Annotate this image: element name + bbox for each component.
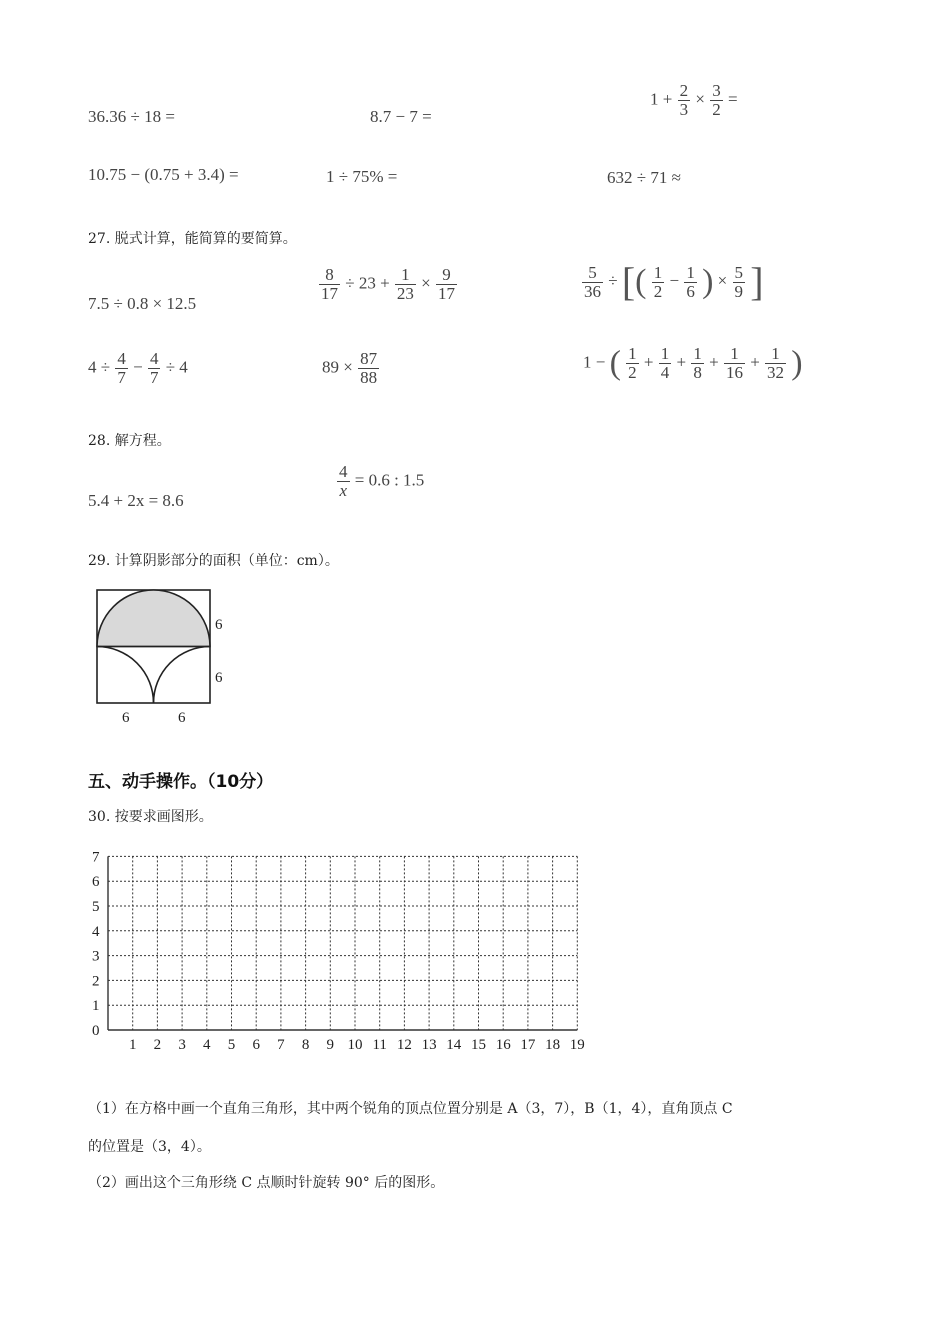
q27-expr5	[322, 350, 380, 387]
section-heading: 五、动手操作。（10分）	[88, 772, 274, 792]
operator: −	[669, 270, 680, 290]
fraction: $\frac{1}{16}$	[725, 344, 743, 382]
grid-y-label: 1	[92, 998, 100, 1015]
operator: +	[709, 352, 719, 372]
grid-x-label: 11	[372, 1037, 387, 1053]
expr-text: 89 ×	[322, 357, 353, 377]
fraction: $\frac{5}{9}$	[734, 262, 744, 301]
grid-y-label: 7	[92, 849, 100, 866]
grid-x-label: 1	[128, 1037, 137, 1053]
operator: −	[133, 357, 143, 377]
q28-title: 28. 解方程。	[88, 433, 171, 449]
expr-text: ÷ 4	[165, 357, 188, 377]
shaded-semicircle	[97, 590, 210, 647]
oral-r1c2: 8.7 − 7 =	[370, 107, 432, 126]
operator: +	[750, 352, 760, 372]
fraction: $\frac{4}{7}$	[149, 349, 159, 387]
left-quarter-arc	[97, 647, 154, 704]
grid-x-label: 3	[178, 1037, 186, 1053]
operator: ×	[717, 270, 728, 290]
grid-x-label: 12	[396, 1037, 412, 1053]
shaded-area-figure	[88, 585, 238, 730]
expr-text: ÷ 23 +	[345, 273, 390, 293]
operator: ×	[695, 89, 705, 109]
grid-x-label: 10	[347, 1037, 363, 1053]
q30-title: 30. 按要求画图形。	[88, 809, 213, 825]
left-paren: (	[635, 263, 647, 300]
grid-x-label: 2	[153, 1037, 162, 1053]
fraction: $\frac{1}{2}$	[628, 344, 637, 382]
grid-y-label: 5	[92, 899, 100, 915]
fraction: $\frac{5}{36}$	[584, 262, 601, 301]
oral-r1c1: 36.36 ÷ 18 =	[88, 107, 175, 126]
fraction: $\frac{1}{2}$	[653, 262, 663, 301]
fraction: $\frac{4}{7}$	[117, 349, 126, 387]
grid-x-label: 9	[326, 1037, 335, 1053]
grid-x-label: 5	[227, 1037, 236, 1053]
q28-eq2	[336, 463, 424, 500]
fraction: $\frac{1}{6}$	[686, 262, 695, 301]
grid-y-label: 0	[92, 1023, 100, 1039]
right-quarter-arc	[154, 647, 211, 704]
fraction: $\frac{4}{x}$	[339, 462, 348, 500]
expr-text: 4 ÷	[88, 357, 111, 377]
equals: =	[727, 89, 738, 109]
operator: ×	[421, 273, 431, 293]
grid-x-label: 14	[446, 1037, 462, 1053]
q27-expr2	[318, 266, 458, 303]
fraction: $\frac{1}{4}$	[660, 344, 670, 382]
oral-r1c3	[650, 82, 738, 119]
q30-part2: （2）画出这个三角形绕 C 点顺时针旋转 90° 后的图形。	[88, 1175, 445, 1191]
operator: +	[676, 352, 687, 372]
fraction: $\frac{8}{17}$	[321, 265, 338, 303]
q27-expr3	[581, 259, 764, 304]
grid-x-label: 16	[495, 1037, 511, 1053]
grid-x-label: 6	[252, 1037, 260, 1053]
operator: ÷	[608, 270, 618, 290]
grid-y-label: 4	[92, 923, 100, 940]
q28-eq1: 5.4 + 2x = 8.6	[88, 491, 184, 510]
fraction: $\frac{9}{17}$	[438, 265, 456, 303]
q27-expr1: 7.5 ÷ 0.8 × 12.5	[88, 294, 197, 313]
label-right-top: 6	[215, 617, 223, 633]
grid-x-label: 8	[301, 1037, 310, 1053]
grid-x-label: 13	[421, 1037, 437, 1053]
oral-r2c2: 1 ÷ 75% =	[326, 167, 398, 186]
oral-r2c1: 10.75 − (0.75 + 3.4) =	[88, 165, 239, 184]
right-bracket: ]	[750, 259, 764, 304]
grid-x-label: 18	[545, 1037, 561, 1053]
left-bracket: [	[621, 259, 636, 304]
operator: +	[643, 352, 654, 372]
oral-r2c3: 632 ÷ 71 ≈	[607, 168, 681, 187]
q30-part1-line2: 的位置是（3，4）。	[88, 1139, 211, 1155]
q27-expr6	[583, 345, 803, 382]
expr-text: 1 −	[583, 352, 606, 372]
label-right-bottom: 6	[215, 670, 223, 686]
expr-text: = 0.6 : 1.5	[354, 470, 425, 490]
q30-part1-line1: （1）在方格中画一个直角三角形，其中两个锐角的顶点位置分别是 A（3，7），B（1，4），直角顶点 C	[88, 1101, 733, 1117]
grid-x-label: 17	[520, 1037, 536, 1053]
left-paren: (	[609, 344, 621, 382]
right-paren: )	[791, 344, 803, 382]
fraction: $\frac{87}{88}$	[360, 349, 378, 387]
fraction: $\frac{1}{23}$	[396, 265, 414, 303]
grid-x-label: 7	[277, 1037, 285, 1053]
fraction: $\frac{3}{2}$	[712, 81, 721, 119]
grid-y-label: 3	[92, 948, 100, 965]
coordinate-grid	[86, 843, 596, 1058]
right-paren: )	[702, 263, 714, 300]
grid-y-label: 2	[92, 973, 100, 990]
oral-r1c3-lead: 1 +	[650, 89, 673, 109]
q27-expr4	[88, 350, 188, 387]
grid-x-label: 19	[569, 1037, 585, 1053]
grid-x-label: 4	[203, 1037, 211, 1053]
grid-x-label: 15	[471, 1037, 486, 1053]
label-bottom-left: 6	[122, 710, 130, 726]
fraction: $\frac{2}{3}$	[679, 81, 689, 119]
q29-title: 29. 计算阴影部分的面积（单位：cm）。	[88, 553, 339, 569]
fraction: $\frac{1}{8}$	[693, 344, 702, 382]
q27-title: 27. 脱式计算，能简算的要简算。	[88, 231, 297, 247]
fraction: $\frac{1}{32}$	[767, 344, 785, 382]
grid-y-label: 6	[92, 874, 100, 891]
label-bottom-right: 6	[178, 710, 186, 726]
